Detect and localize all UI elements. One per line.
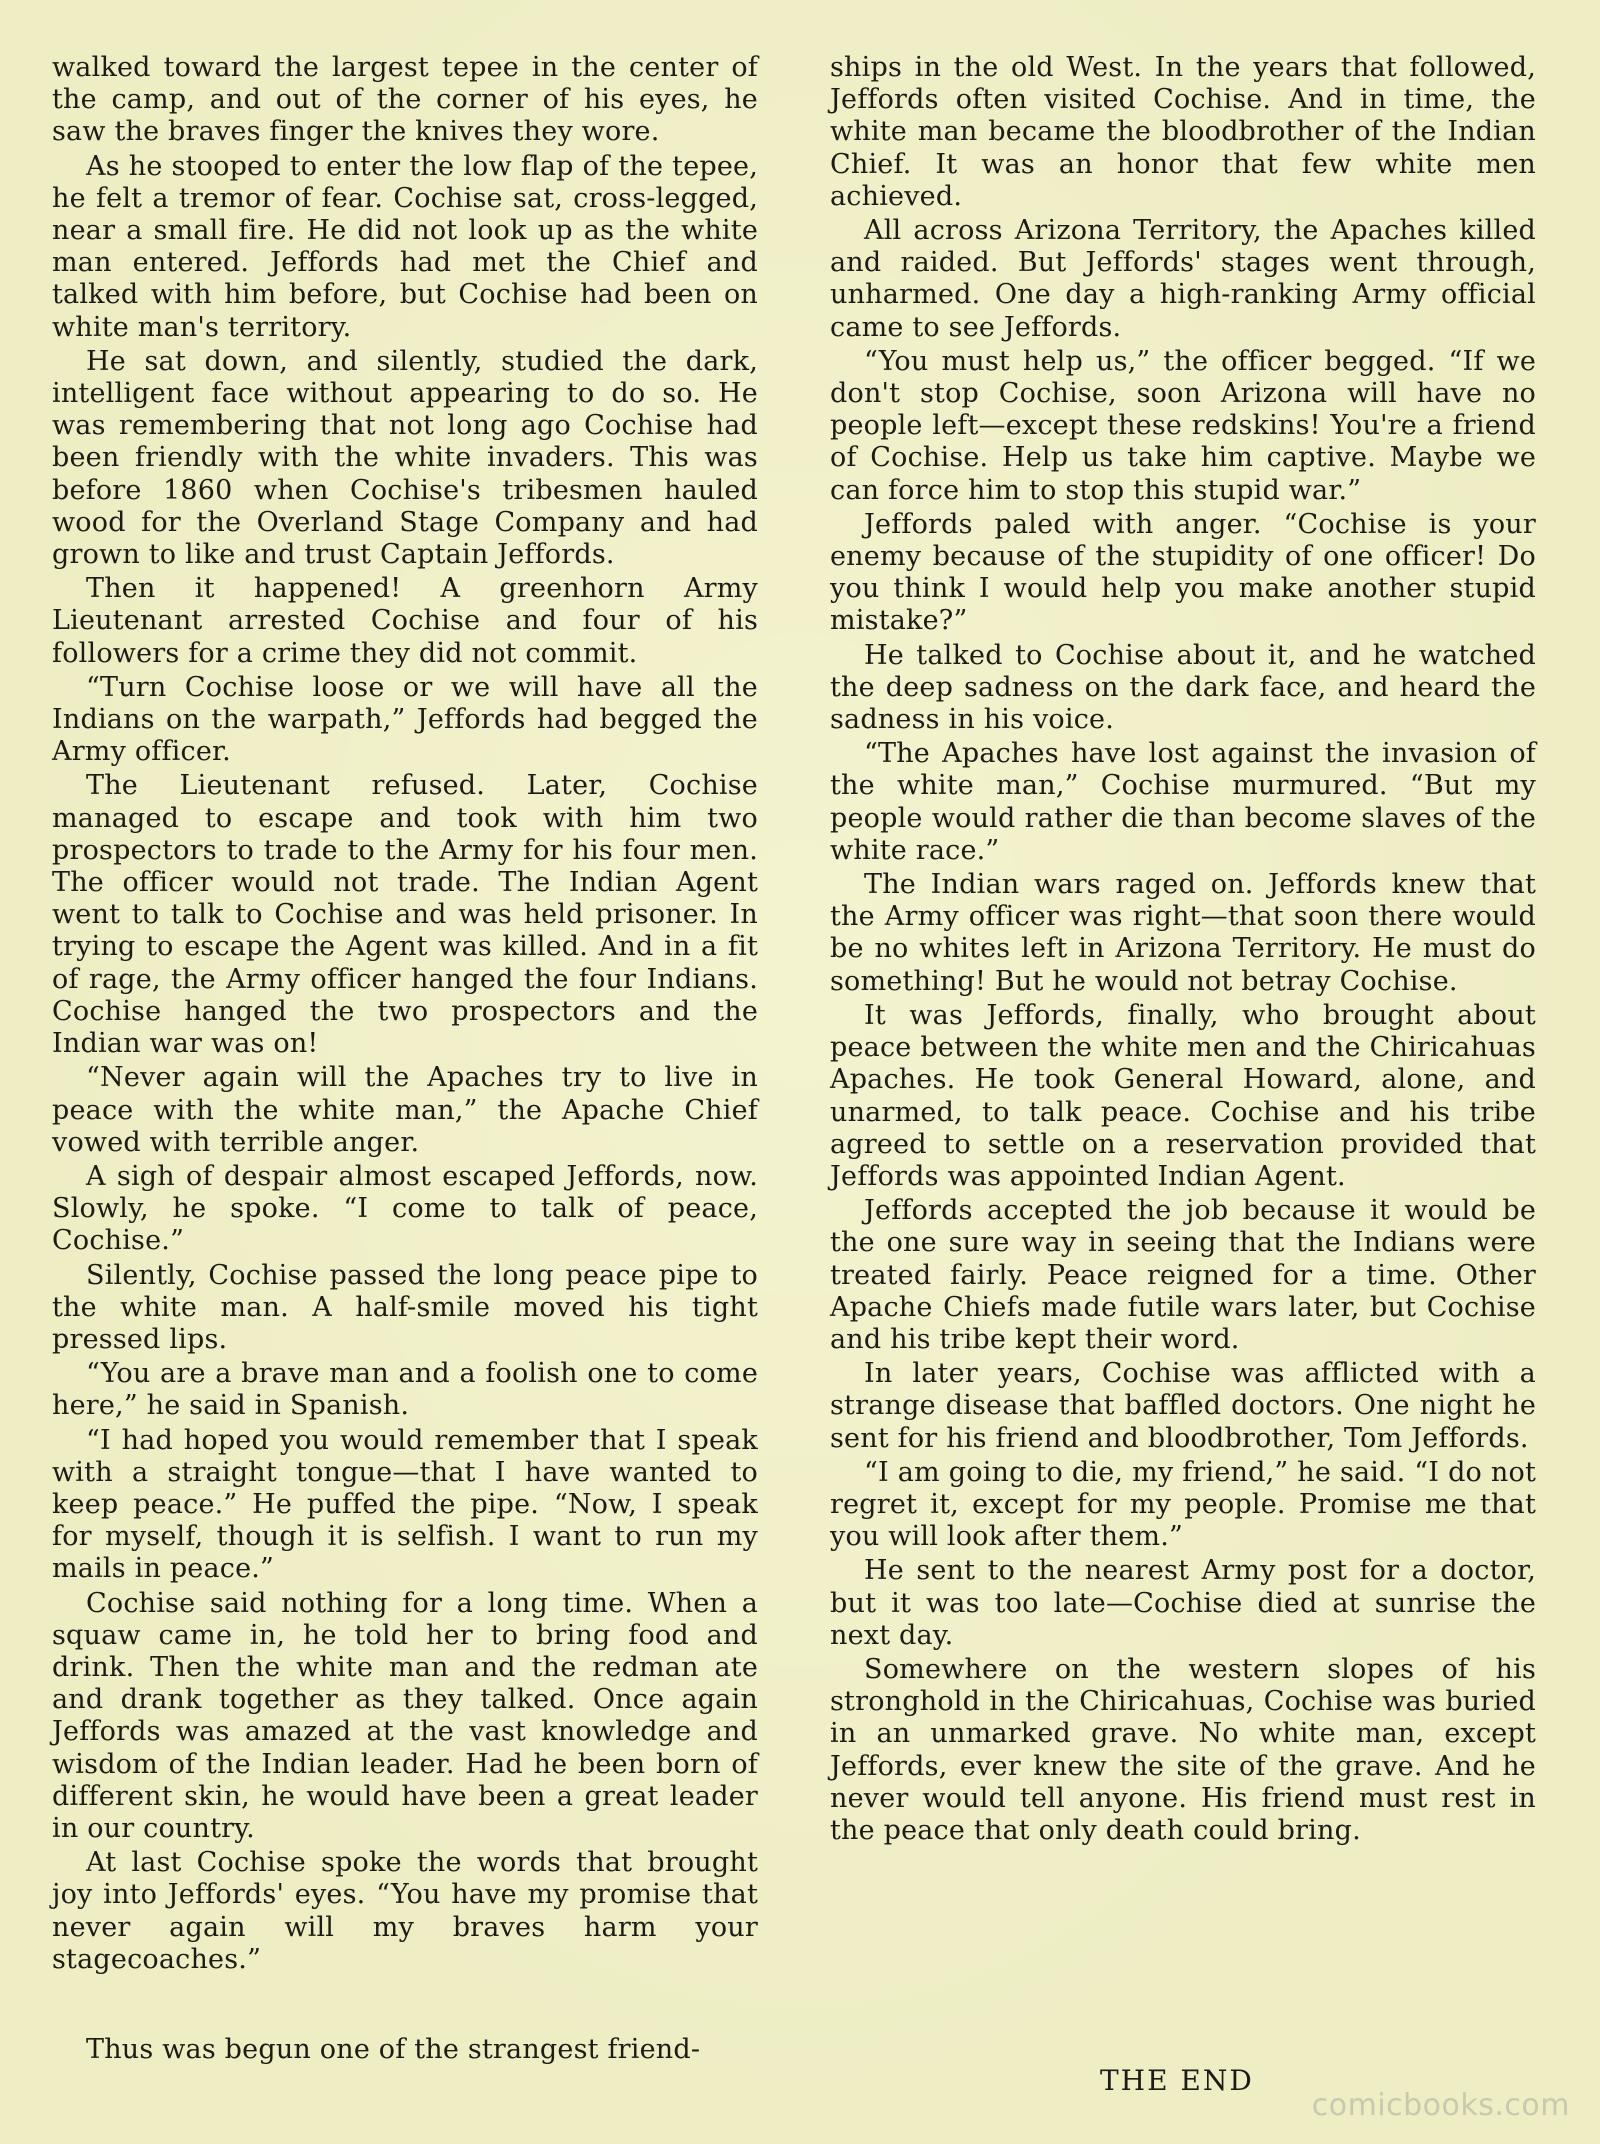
left-text-column — [52, 52, 758, 2068]
paragraph: Jeffords paled with anger. “Cochise is your enemy because of the stupidity of one officer! Do you think I would help you make another stupid mistake?” — [830, 508, 1536, 637]
right-text-column — [830, 52, 1536, 1849]
paragraph: Somewhere on the western slopes of his stronghold in the Chiricahuas, Cochise was buried in an unmarked grave. No white man, except Jeffords, ever knew the site of the grave. And he never would tell anyone. His friend must rest in the peace that only death could bring. — [830, 1653, 1536, 1846]
paragraph: “You must help us,” the officer begged. “If we don't stop Cochise, soon Arizona will have no people left—except these redskins! You're a friend of Cochise. Help us take him captive. Maybe we can force him to stop this stupid war.” — [830, 345, 1536, 506]
paragraph: A sigh of despair almost escaped Jeffords, now. Slowly, he spoke. “I come to talk of peace, Cochise.” — [52, 1160, 758, 1257]
paragraph: “I am going to die, my friend,” he said. “I do not regret it, except for my people. Promise me that you will look after them.” — [830, 1456, 1536, 1553]
paragraph: He sent to the nearest Army post for a doctor, but it was too late—Cochise died at sunrise the next day. — [830, 1555, 1536, 1651]
paragraph: Then it happened! A greenhorn Army Lieutenant arrested Cochise and four of his followers for a crime they did not commit. — [52, 573, 758, 669]
paragraph: ships in the old West. In the years that followed, Jeffords often visited Cochise. And in time, the white man became the bloodbrother of the Indian Chief. It was an honor that few white men achieved. — [830, 52, 1536, 212]
paragraph: walked toward the largest tepee in the center of the camp, and out of the corner of his eyes, he saw the braves finger the knives they wore. — [52, 52, 758, 148]
paragraph: As he stooped to enter the low flap of the tepee, he felt a tremor of fear. Cochise sat, cross-legged, near a small fire. He did not look up as the white man entered. Jeffords had met the Chief and talked with him before, but Cochise had been on white man's territory. — [52, 150, 758, 343]
paragraph: All across Arizona Territory, the Apaches killed and raided. But Jeffords' stages went through, unharmed. One day a high-ranking Army official came to see Jeffords. — [830, 215, 1536, 343]
paragraph: “Turn Cochise loose or we will have all the Indians on the warpath,” Jeffords had begged the Army officer. — [52, 671, 758, 768]
paragraph: “I had hoped you would remember that I speak with a straight tongue—that I have wanted to keep peace.” He puffed the pipe. “Now, I speak for myself, though it is selfish. I want to run my mails in peace.” — [52, 1424, 758, 1585]
paragraph: He sat down, and silently, studied the dark, intelligent face without appearing to do so. He was remembering that not long ago Cochise had been friendly with the white invaders. This was before 1860 when Cochise's tribesmen hauled wood for the Overland Stage Company and had grown to like and trust Captain Jeffords. — [52, 345, 758, 571]
paragraph: “You are a brave man and a foolish one to come here,” he said in Spanish. — [52, 1358, 758, 1422]
paragraph: “Never again will the Apaches try to live in peace with the white man,” the Apache Chief vowed with terrible anger. — [52, 1062, 758, 1158]
site-watermark: comicbooks.com — [1311, 2088, 1570, 2123]
the-end-label: THE END — [1100, 2064, 1254, 2097]
paragraph: The Lieutenant refused. Later, Cochise managed to escape and took with him two prospectors to trade to the Army for his four men. The officer would not trade. The Indian Agent went to talk to Cochise and was held prisoner. In trying to escape the Agent was killed. And in a fit of rage, the Army officer hanged the four Indians. Cochise hanged the two prospectors and the Indian war was on! — [52, 770, 758, 1060]
paragraph: Thus was begun one of the strangest friend- — [86, 2033, 701, 2065]
paragraph: “The Apaches have lost against the invasion of the white man,” Cochise murmured. “But my people would rather die than become slaves of the white race.” — [830, 738, 1536, 866]
paragraph: Silently, Cochise passed the long peace pipe to the white man. A half-smile moved his tight pressed lips. — [52, 1259, 758, 1355]
paragraph: He talked to Cochise about it, and he watched the deep sadness on the dark face, and heard the sadness in his voice. — [830, 639, 1536, 736]
paragraph: In later years, Cochise was afflicted with a strange disease that baffled doctors. One night he sent for his friend and bloodbrother, Tom Jeffords. — [830, 1358, 1536, 1454]
paragraph: At last Cochise spoke the words that brought joy into Jeffords' eyes. “You have my promise that never again will my braves harm your stagecoaches.” — [52, 1847, 758, 1975]
paragraph: Cochise said nothing for a long time. When a squaw came in, he told her to bring food and drink. Then the white man and the redman ate and drank together as they talked. Once again Jeffords was amazed at the vast knowledge and wisdom of the Indian leader. Had he been born of different skin, he would have been a great leader in our country. — [52, 1587, 758, 1844]
paragraph: Jeffords accepted the job because it would be the one sure way in seeing that the Indians were treated fairly. Peace reigned for a time. Other Apache Chiefs made futile wars later, but Cochise and his tribe kept their word. — [830, 1195, 1536, 1355]
paragraph: It was Jeffords, finally, who brought about peace between the white men and the Chiricahuas Apaches. He took General Howard, alone, and unarmed, to talk peace. Cochise and his tribe agreed to settle on a reservation provided that Jeffords was appointed Indian Agent. — [830, 999, 1536, 1192]
paragraph: The Indian wars raged on. Jeffords knew that the Army officer was right—that soon there would be no whites left in Arizona Territory. He must do something! But he would not betray Cochise. — [830, 869, 1536, 997]
